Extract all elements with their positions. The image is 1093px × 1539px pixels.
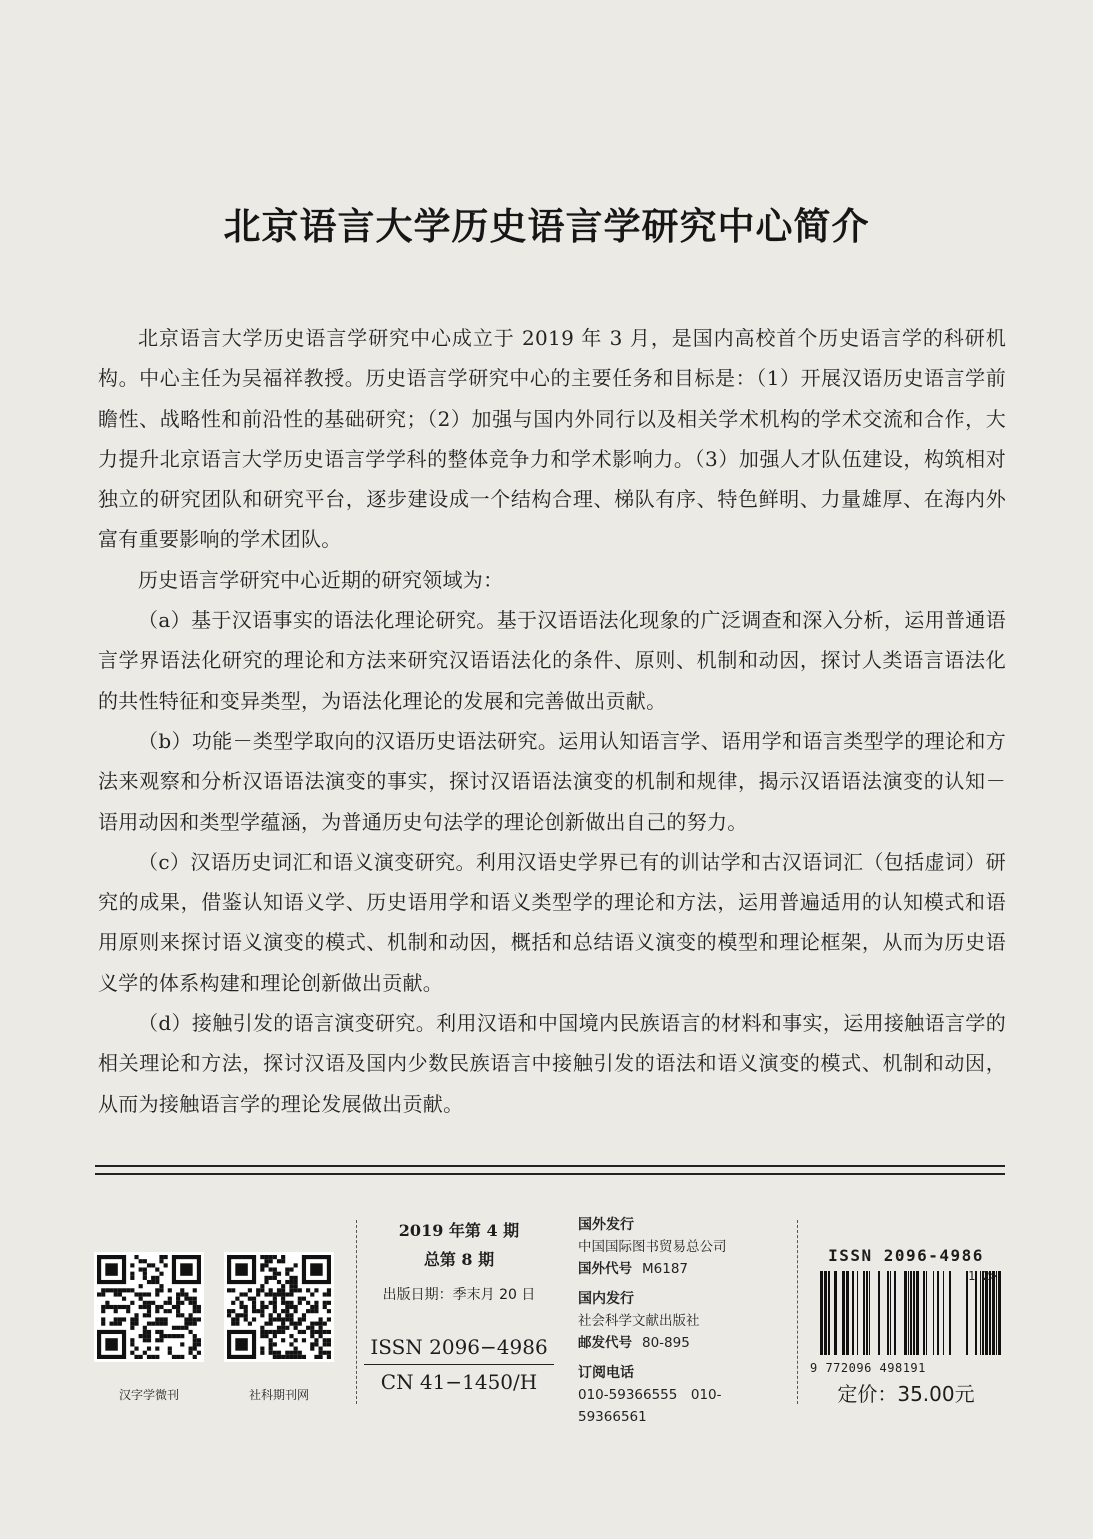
barcode xyxy=(806,1269,1006,1375)
issue-number: 2019 年第 4 期 xyxy=(398,1221,520,1240)
barcode-digits: 9 772096 498191 xyxy=(810,1361,926,1375)
subscription-phone-heading: 订阅电话 xyxy=(578,1365,634,1381)
divider-top xyxy=(95,1165,1005,1167)
qr-pattern xyxy=(97,1255,201,1359)
qr-pattern xyxy=(227,1255,331,1359)
cn-number: CN 41−1450/H xyxy=(380,1370,538,1394)
foreign-code-label: 国外代号 xyxy=(578,1261,632,1277)
foreign-code: M6187 xyxy=(642,1261,689,1277)
postal-code-row xyxy=(578,1332,788,1354)
price: 定价：35.00元 xyxy=(837,1382,975,1406)
barcode-block xyxy=(806,1246,1006,1375)
publication-date: 出版日期：季末月 20 日 xyxy=(382,1287,536,1303)
issue-info xyxy=(362,1216,556,1397)
domestic-distributor: 社会科学文献出版社 xyxy=(578,1313,700,1329)
paragraph-field-b: （b）功能－类型学取向的汉语历史语法研究。运用认知语言学、语用学和语言类型学的理论和方法来观察和分析汉语语法演变的事实，探讨汉语语法演变的机制和规律，揭示汉语语法演变的认知－语用动因和类型学蕴涵，为普通历史句法学的理论创新做出自己的努力。 xyxy=(98,728,1006,834)
paragraph-fields-heading: 历史语言学研究中心近期的研究领域为： xyxy=(138,567,504,592)
qr-code-icon xyxy=(224,1252,334,1362)
foreign-code-row xyxy=(578,1258,788,1280)
qr-label-skqk: 社科期刊网 xyxy=(248,1388,309,1402)
divider-bottom xyxy=(95,1173,1005,1175)
issn-cn-box xyxy=(362,1332,556,1397)
foreign-distributor: 中国国际图书贸易总公司 xyxy=(578,1239,727,1255)
postal-code: 80-895 xyxy=(642,1335,690,1351)
barcode-icon xyxy=(806,1271,1006,1359)
dashed-separator xyxy=(356,1220,357,1404)
dashed-separator xyxy=(797,1220,798,1404)
barcode-addon: 1 2> xyxy=(968,1269,997,1283)
paragraph-field-d: （d）接触引发的语言演变研究。利用汉语和中国境内民族语言的材料和事实，运用接触语言学的相关理论和方法，探讨汉语及国内少数民族语言中接触引发的语法和语义演变的模式、机制和动因，从而为接触语言学的理论发展做出贡献。 xyxy=(98,1011,1006,1116)
postal-code-label: 邮发代号 xyxy=(578,1335,632,1351)
barcode-issn: ISSN 2096-4986 xyxy=(828,1246,984,1265)
issn-number: ISSN 2096−4986 xyxy=(364,1332,553,1365)
page-title: 北京语言大学历史语言学研究中心简介 xyxy=(223,205,870,248)
article-body xyxy=(98,318,1006,1124)
subscription-phones: 010-59366555 010-59366561 xyxy=(578,1387,722,1425)
issue-total: 总第 8 期 xyxy=(423,1250,495,1269)
qr-code-icon xyxy=(94,1252,204,1362)
foreign-distribution-heading: 国外发行 xyxy=(578,1217,634,1233)
paragraph-field-a: （a）基于汉语事实的语法化理论研究。基于汉语语法化现象的广泛调查和深入分析，运用普通语言学界语法化研究的理论和方法来研究汉语语法化的条件、原则、机制和动因，探讨人类语言语法化的共性特征和变异类型，为语法化理论的发展和完善做出贡献。 xyxy=(98,608,1006,713)
paragraph-field-c: （c）汉语历史词汇和语义演变研究。利用汉语史学界已有的训诂学和古汉语词汇（包括虚词）研究的成果，借鉴认知语义学、历史语用学和语义类型学的理论和方法，运用普遍适用的认知模式和语用原则来探讨语义演变的模式、机制和动因，概括和总结语义演变的模型和理论框架，从而为历史语义学的体系构建和理论创新做出贡献。 xyxy=(98,849,1006,995)
domestic-distribution-heading: 国内发行 xyxy=(578,1291,634,1307)
distribution-info xyxy=(578,1214,788,1428)
qr-label-hanzi: 汉字学微刊 xyxy=(118,1388,179,1402)
paragraph-intro: 北京语言大学历史语言学研究中心成立于 2019 年 3 月，是国内高校首个历史语言学的科研机构。中心主任为吴福祥教授。历史语言学研究中心的主要任务和目标是：（1）开展汉语历史语言学前瞻性、战略性和前沿性的基础研究；（2）加强与国内外同行以及相关学术机构的学术交流和合作，大力提升北京语言大学历史语言学学科的整体竞争力和学术影响力。（3）加强人才队伍建设，构筑相对独立的研究团队和研究平台，逐步建设成一个结构合理、梯队有序、特色鲜明、力量雄厚、在海内外富有重要影响的学术团队。 xyxy=(98,326,1006,552)
